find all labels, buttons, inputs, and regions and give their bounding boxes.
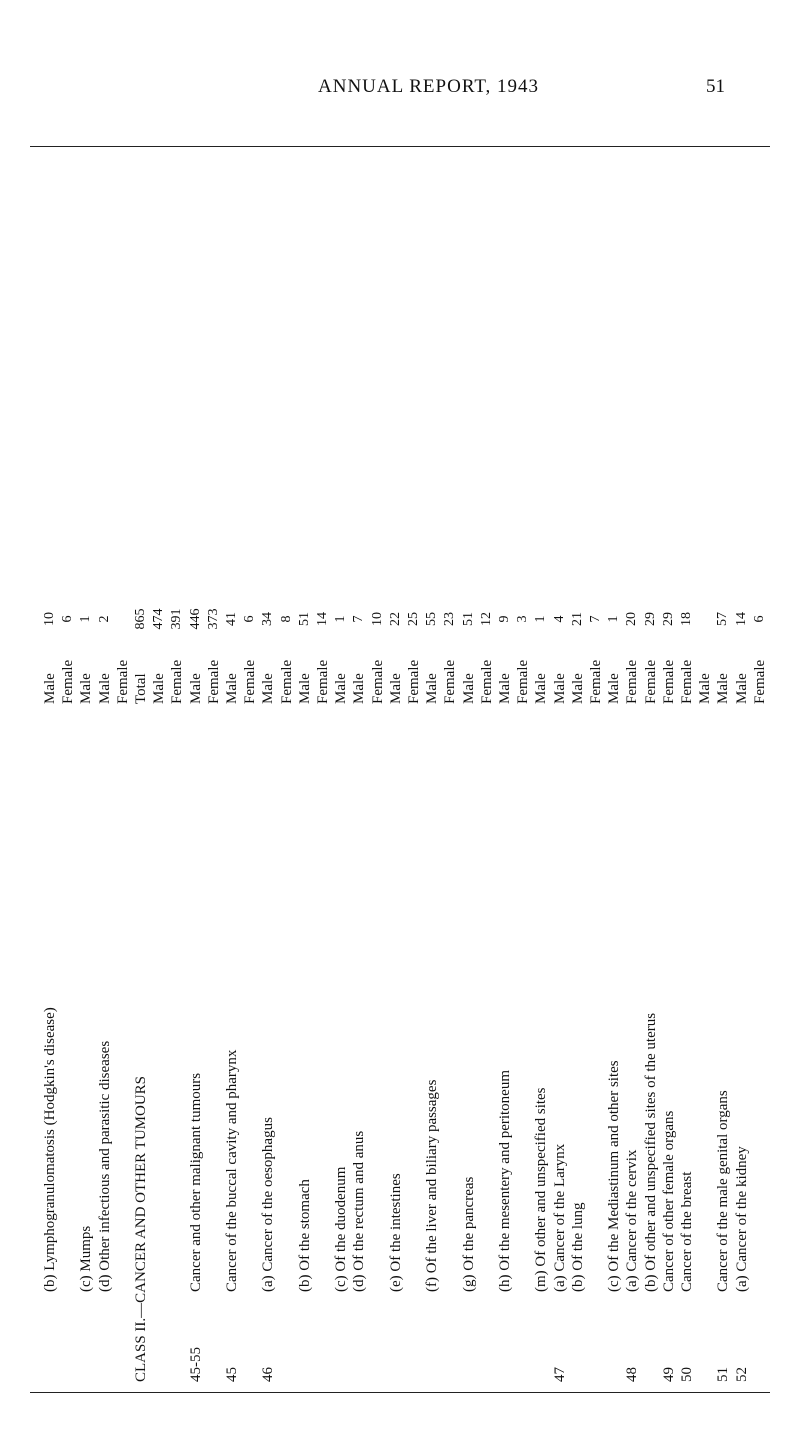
cause-label: (g) Of the pancreas: [460, 1176, 477, 1292]
cause-label: Cancer of the male genital organs: [715, 1090, 732, 1292]
running-title: ANNUAL REPORT, 1943: [318, 76, 540, 97]
cause-label: (d) Of the rectum and anus: [351, 1130, 368, 1292]
class-number: 45: [224, 1367, 240, 1382]
cause-label: (b) Lymphogranulomatosis (Hodgkin's disease): [42, 1007, 58, 1292]
cell-value: 391: [169, 608, 185, 630]
sex-label: Male: [42, 673, 58, 704]
sex-label: Male: [333, 673, 350, 704]
sex-label: Female: [278, 659, 295, 704]
cause-label: Cancer of the breast: [679, 1171, 695, 1292]
cell-value: 6: [242, 615, 258, 623]
cause-label: (b) Of other and unspecified sites of the uterus: [642, 1012, 659, 1292]
sex-label: Male: [96, 673, 113, 704]
cell-value: 55: [424, 612, 440, 626]
cause-label: Cancer and other malignant tumours: [187, 1072, 204, 1292]
cell-value: 34: [260, 612, 276, 626]
sex-label: Female: [60, 659, 77, 704]
cause-label: (c) Of the duodenum: [333, 1166, 350, 1292]
page-number: 51: [706, 76, 725, 97]
cell-value: 25: [406, 612, 421, 626]
cell-value: 22: [387, 612, 403, 626]
cause-label: (a) Cancer of the cervix: [624, 1149, 641, 1292]
cause-label: (a) Cancer of the Larynx: [551, 1143, 568, 1292]
sex-label: Female: [442, 659, 459, 704]
cause-label: (h) Of the mesentery and peritoneum: [497, 1069, 513, 1292]
sex-label: Female: [515, 659, 532, 704]
sex-label: Female: [679, 659, 695, 704]
table-row: [752, 0, 774, 1442]
cell-value: 474: [151, 608, 167, 630]
sex-label: Male: [569, 673, 586, 704]
cell-value: 14: [733, 612, 749, 626]
cell-value: 29: [660, 612, 676, 626]
cause-label: (m) Of other and unspecified sites: [533, 1087, 550, 1292]
sex-label: Male: [424, 673, 441, 704]
cause-label: (b) Of the lung: [569, 1202, 586, 1292]
sex-label: Female: [369, 659, 386, 704]
cell-value: 1: [533, 615, 549, 623]
sex-label: Female: [478, 659, 495, 704]
cause-label: (a) Cancer of the oesophagus: [260, 1117, 277, 1292]
sex-label: Female: [406, 659, 422, 704]
sex-label: Female: [751, 659, 768, 704]
cell-value: 41: [224, 612, 239, 626]
cause-label: Cancer of other female organs: [660, 1110, 677, 1292]
cell-value: 29: [642, 612, 658, 626]
cause-label: (c) Of the Mediastinum and other sites: [606, 1060, 623, 1292]
class-number: 45-55: [187, 1347, 204, 1382]
sex-label: Male: [351, 673, 368, 704]
sex-label: Male: [296, 673, 313, 704]
sex-label: Female: [169, 659, 186, 704]
sex-label: Male: [460, 673, 477, 704]
sex-label: Total: [133, 673, 149, 704]
sex-label: Female: [624, 659, 641, 704]
class-number: 50: [679, 1367, 695, 1382]
sex-label: Male: [224, 673, 240, 704]
cell-value: 14: [315, 612, 330, 626]
sex-label: Female: [114, 659, 131, 704]
cell-value: 7: [588, 615, 603, 623]
cell-value: 10: [369, 612, 385, 626]
sex-label: Male: [151, 673, 168, 704]
cell-value: 8: [278, 615, 294, 623]
cell-value: 6: [751, 615, 767, 623]
sex-label: Male: [697, 673, 714, 704]
sex-label: Male: [715, 673, 732, 704]
sex-label: Female: [660, 659, 677, 704]
sex-label: Male: [497, 673, 513, 704]
class-number: 47: [551, 1367, 568, 1382]
cell-value: 51: [460, 612, 476, 626]
cause-label: (b) Of the stomach: [296, 1179, 313, 1292]
cell-value: 57: [715, 612, 731, 626]
cause-label: (c) Mumps: [78, 1225, 95, 1292]
cell-value: 1: [78, 615, 94, 623]
cell-value: 12: [478, 612, 494, 626]
sex-label: Male: [387, 673, 404, 704]
sex-label: Male: [606, 673, 623, 704]
sex-label: Male: [187, 673, 204, 704]
cell-value: 23: [442, 612, 458, 626]
sex-label: Male: [78, 673, 95, 704]
cause-label: (a) Cancer of the kidney: [733, 1146, 750, 1292]
class-number: 46: [260, 1367, 277, 1382]
class-number: 48: [624, 1367, 641, 1382]
sex-label: Male: [733, 673, 750, 704]
sex-label: Male: [260, 673, 277, 704]
cell-value: 20: [624, 612, 640, 626]
cell-value: 7: [351, 615, 367, 623]
cell-value: 1: [606, 615, 622, 623]
cell-value: 6: [60, 615, 76, 623]
cell-value: 865: [133, 608, 148, 630]
sex-label: Female: [315, 659, 331, 704]
cell-value: 1: [333, 615, 349, 623]
sex-label: Female: [642, 659, 659, 704]
class-number: 51: [715, 1367, 732, 1382]
cause-label: (f) Of the liver and biliary passages: [424, 1079, 441, 1292]
cell-value: 51: [296, 612, 312, 626]
class-number: CLASS II.—CANCER AND OTHER TUMOURS: [133, 1075, 149, 1382]
sex-label: Female: [205, 659, 222, 704]
cell-value: 446: [187, 608, 203, 630]
cell-value: 9: [497, 615, 512, 623]
cell-value: 18: [679, 612, 694, 626]
cell-value: 3: [515, 615, 531, 623]
sex-label: Female: [242, 659, 259, 704]
cell-value: 2: [96, 615, 112, 623]
cell-value: 4: [551, 615, 567, 623]
class-number: 52: [733, 1367, 750, 1382]
cause-label: Cancer of the buccal cavity and pharynx: [224, 1049, 240, 1292]
sex-label: Female: [588, 659, 604, 704]
cell-value: 21: [569, 612, 585, 626]
cell-value: 10: [42, 612, 57, 626]
cause-label: (e) Of the intestines: [387, 1173, 404, 1292]
cause-label: (d) Other infectious and parasitic diseases: [96, 1040, 113, 1292]
sex-label: Male: [551, 673, 568, 704]
cell-value: 373: [205, 608, 221, 630]
class-number: 49: [660, 1367, 677, 1382]
sex-label: Male: [533, 673, 550, 704]
